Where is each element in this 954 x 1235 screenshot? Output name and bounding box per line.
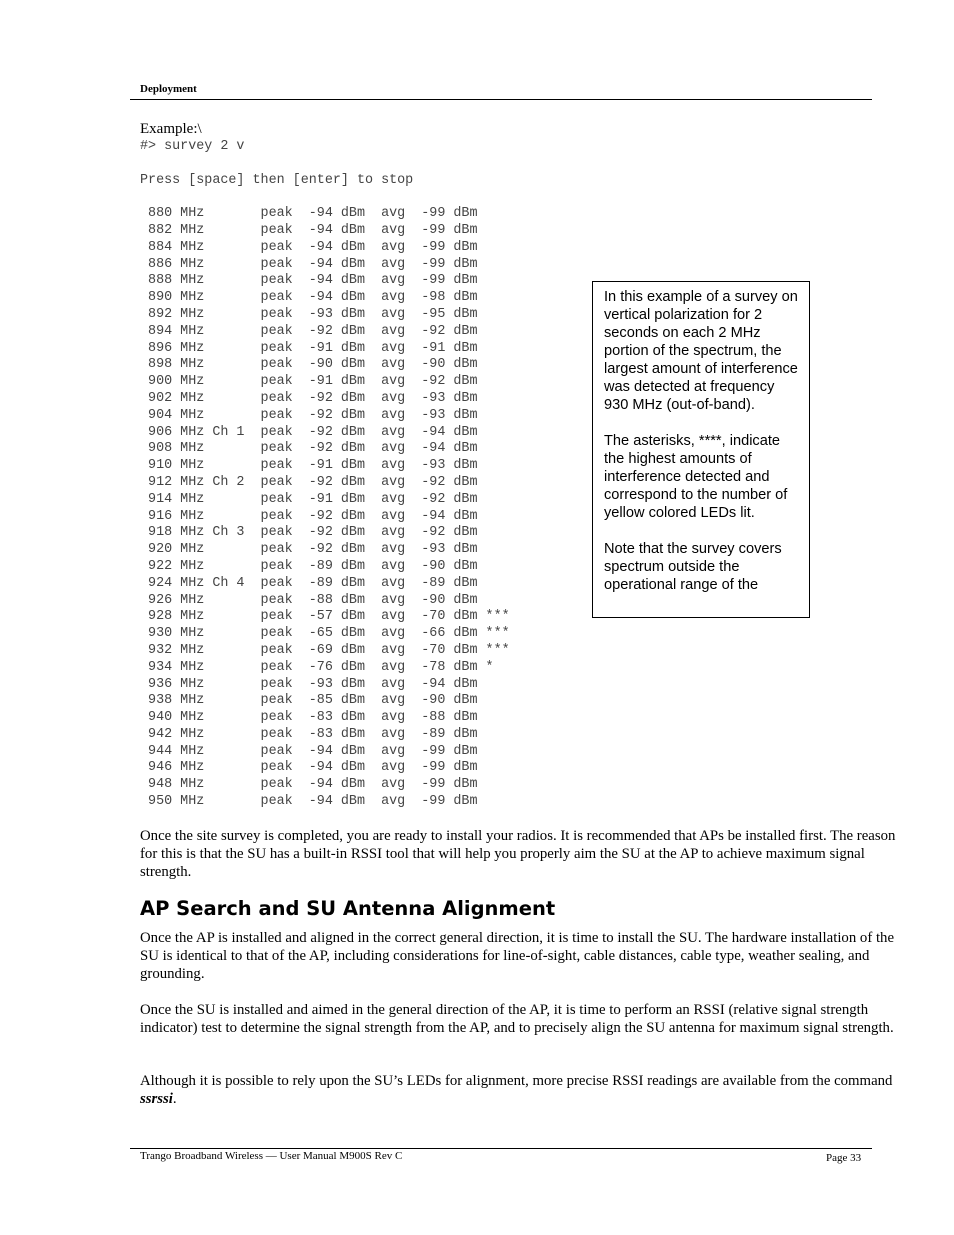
survey-row: 950 MHz peak -94 dBm avg -99 dBm [140,794,478,810]
survey-row: 892 MHz peak -93 dBm avg -95 dBm [148,306,478,322]
survey-output [140,139,510,811]
survey-row: 908 MHz peak -92 dBm avg -94 dBm [148,441,478,457]
para4-text: Although it is possible to rely upon the SU’s LEDs for alignment, more precise RSSI readings are available from the command [140,1073,893,1089]
survey-row: 894 MHz peak -92 dBm avg -92 dBm [148,323,478,339]
survey-row: 944 MHz peak -94 dBm avg -99 dBm [148,743,478,759]
survey-row: 886 MHz peak -94 dBm avg -99 dBm [148,256,478,272]
survey-row: 882 MHz peak -94 dBm avg -99 dBm [148,222,478,238]
footer-title: Trango Broadband Wireless — User Manual M900S Rev C [140,1150,403,1162]
survey-row: 940 MHz peak -83 dBm avg -88 dBm [148,710,478,726]
survey-row: 924 MHz Ch 4 peak -89 dBm avg -89 dBm [148,575,478,591]
body-paragraph [140,1072,905,1108]
survey-row: 888 MHz peak -94 dBm avg -99 dBm [148,273,478,289]
survey-row: 898 MHz peak -90 dBm avg -90 dBm [148,357,478,373]
para4-end: . [172,1091,177,1107]
section-heading: AP Search and SU Antenna Alignment [140,897,556,920]
survey-row: 900 MHz peak -91 dBm avg -92 dBm [148,374,478,390]
survey-row: 910 MHz peak -91 dBm avg -93 dBm [148,458,478,474]
survey-row: 884 MHz peak -94 dBm avg -99 dBm [148,239,478,255]
survey-row: 926 MHz peak -88 dBm avg -90 dBm [148,592,478,608]
survey-row: 942 MHz peak -83 dBm avg -89 dBm [148,726,478,742]
body-paragraph: Once the AP is installed and aligned in the correct general direction, it is time to install the SU. The hardware installation of the SU is identical to that of the AP, including considerations for line-of-sight, cable distances, cable type, weather sealing, and grounding. [140,930,895,982]
callout-paragraph: The asterisks, ****, indicate the highest amounts of interference detected and correspond to the number of yellow colored LEDs lit. [604,433,788,521]
example-label: Example:\ [140,121,202,137]
body-paragraph: Once the site survey is completed, you are ready to install your radios. It is recommended that APs be installed first. The reason for this is that the SU has a built-in RSSI tool that will help you properly aim the SU at the AP to achieve maximum signal strength. [140,828,896,880]
callout-paragraph: In this example of a survey on vertical polarization for 2 seconds on each 2 MHz portion of the spectrum, the largest amount of interference was detected at frequency 930 MHz (out-of-band). [604,289,798,413]
survey-row: 922 MHz peak -89 dBm avg -90 dBm [148,558,478,574]
survey-row: 906 MHz Ch 1 peak -92 dBm avg -94 dBm [148,424,478,440]
survey-row: 934 MHz peak -76 dBm avg -78 dBm * [148,659,494,675]
survey-row: 932 MHz peak -69 dBm avg -70 dBm *** [148,642,510,658]
survey-row: 928 MHz peak -57 dBm avg -70 dBm *** [148,609,510,625]
survey-row: 912 MHz Ch 2 peak -92 dBm avg -92 dBm [148,474,478,490]
survey-row: 948 MHz peak -94 dBm avg -99 dBm [148,777,478,793]
survey-row: 896 MHz peak -91 dBm avg -91 dBm [148,340,478,356]
footer-rule [130,1148,872,1149]
survey-row: 904 MHz peak -92 dBm avg -93 dBm [148,407,478,423]
ssrssi-command: ssrssi [140,1091,173,1107]
survey-row: 920 MHz peak -92 dBm avg -93 dBm [148,542,478,558]
survey-row: 938 MHz peak -85 dBm avg -90 dBm [148,693,478,709]
survey-row: 914 MHz peak -91 dBm avg -92 dBm [148,491,478,507]
section-title: Deployment [140,83,197,95]
survey-row: 918 MHz Ch 3 peak -92 dBm avg -92 dBm [148,525,478,541]
page-number: Page 33 [826,1152,862,1164]
survey-row: 890 MHz peak -94 dBm avg -98 dBm [148,290,478,306]
survey-row: 946 MHz peak -94 dBm avg -99 dBm [148,760,478,776]
callout-paragraph: Note that the survey covers spectrum outside the operational range of the [604,541,782,593]
survey-row: 902 MHz peak -92 dBm avg -93 dBm [148,390,478,406]
instruction-line: Press [space] then [enter] to stop [140,172,414,188]
callout-box [592,281,810,618]
survey-row: 930 MHz peak -65 dBm avg -66 dBm *** [148,626,510,642]
survey-row: 936 MHz peak -93 dBm avg -94 dBm [148,676,478,692]
survey-row: 916 MHz peak -92 dBm avg -94 dBm [148,508,478,524]
body-paragraph: Once the SU is installed and aimed in the general direction of the AP, it is time to perform an RSSI (relative signal strength indicator) test to determine the signal strength from the AP, and to precisely align the SU antenna for maximum signal strength. [140,1002,894,1036]
survey-rows [140,206,510,809]
header-rule [130,99,872,100]
command-line: #> survey 2 v [140,139,245,154]
survey-row: 880 MHz peak -94 dBm avg -99 dBm [148,206,478,222]
